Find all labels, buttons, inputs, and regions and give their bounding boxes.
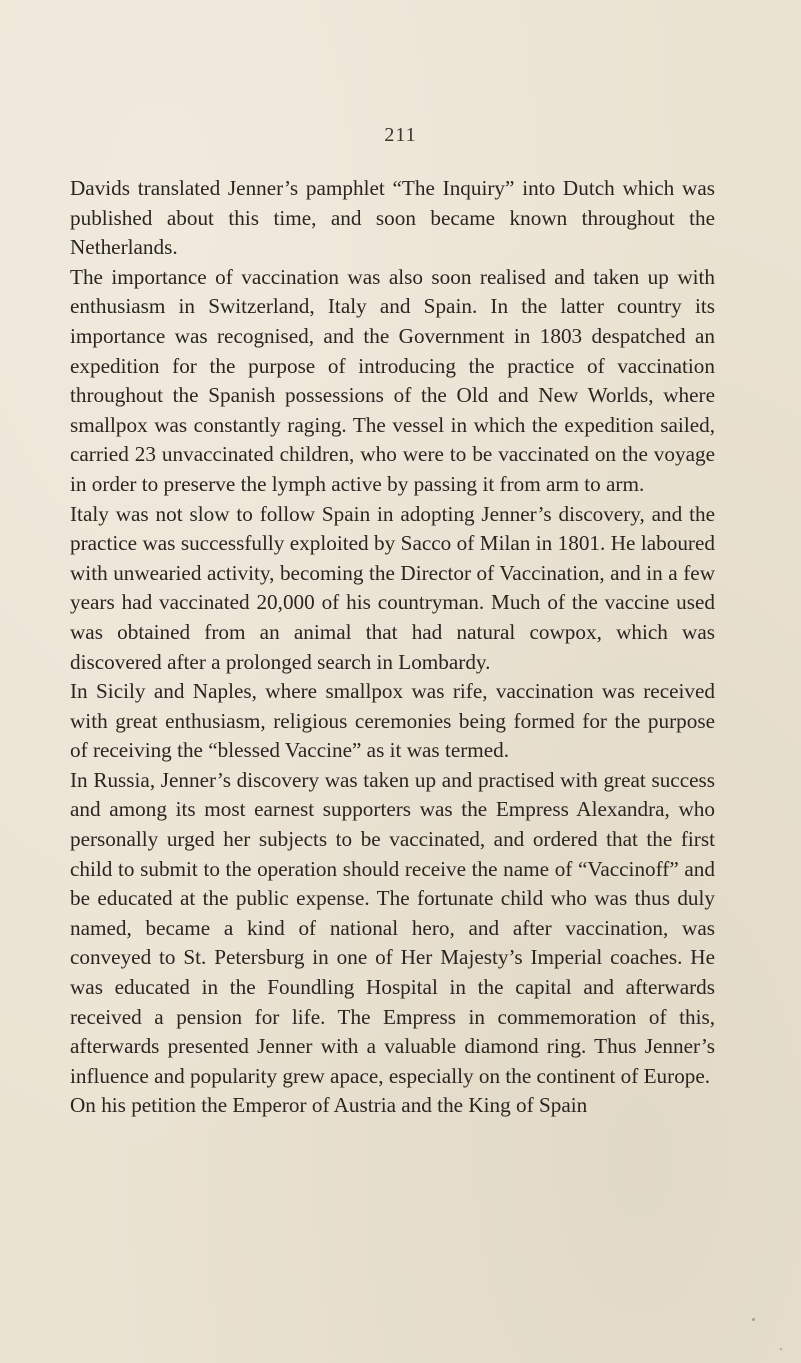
page-number: 211 xyxy=(384,124,417,146)
page-body-text xyxy=(70,174,715,1121)
paper-speck xyxy=(780,1348,782,1350)
paragraph-sicily-naples: In Sicily and Naples, where smallpox was rife, vaccination was received with great enthusiasm, religious ceremonies being formed for the purpose of receiving the “blessed Vaccine” as it was termed. xyxy=(70,679,715,763)
paragraph-austria-spain-petition: On his petition the Emperor of Austria and the King of Spain xyxy=(70,1093,588,1118)
paragraph-russia-empress: In Russia, Jenner’s discovery was taken up and practised with great success and among its most earnest supporters was the Empress Alexandra, who personally urged her subjects to be vaccinated, and ordered that the first child to submit to the operation should receive the name of “Vaccinoff” and be educated at the public expense. The fortunate child who was thus duly named, became a kind of national hero, and after vaccination, was conveyed to St. Petersburg in one of Her Majesty’s Imperial coaches. He was educated in the Foundling Hospital in the capital and afterwards received a pension for life. The Empress in commemoration of this, afterwards presented Jenner with a valuable diamond ring. Thus Jenner’s influence and popularity grew apace, especially on the continent of Europe. xyxy=(70,767,715,1088)
paragraph-jenner-pamphlet-dutch: Davids translated Jenner’s pamphlet “The Inquiry” into Dutch which was published about this time, and soon became known throughout the Netherlands. xyxy=(70,176,715,260)
paragraph-italy-sacco: Italy was not slow to follow Spain in adopting Jenner’s discovery, and the practice was successfully exploited by Sacco of Milan in 1801. He laboured with unwearied activity, becoming the Director of Vaccination, and in a few years had vaccinated 20,000 of his countryman. Much of the vaccine used was obtained from an animal that had natural cowpox, which was discovered after a prolonged search in Lombardy. xyxy=(70,501,715,674)
paper-speck xyxy=(752,1318,755,1321)
paragraph-spain-expedition: The importance of vaccination was also soon realised and taken up with enthusiasm in Switzerland, Italy and Spain. In the latter country its importance was recognised, and the Government in 1803 despatched an expedition for the purpose of introducing the practice of vaccination throughout the Spanish possessions of the Old and New Worlds, where smallpox was constantly raging. The vessel in which the expedition sailed, carried 23 unvaccinated children, who were to be vaccinated on the voyage in order to preserve the lymph active by passing it from arm to arm. xyxy=(70,264,715,496)
